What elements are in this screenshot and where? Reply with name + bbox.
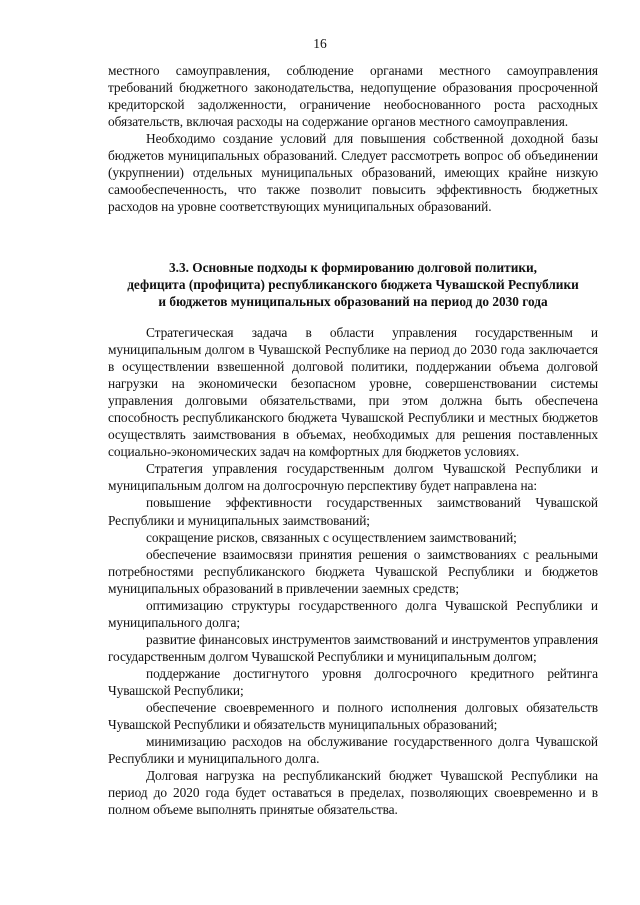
- list-item: обеспечение взаимосвязи принятия решения о заимствованиях с реальными потребностями республиканского бюджета Чувашской Республики и бюджетов муниципальных образований в привлечении заемных средств;: [108, 546, 598, 596]
- paragraph: Долговая нагрузка на республиканский бюджет Чувашской Республики на период до 2020 года будет оставаться в пределах, позволяющих своевременно и в полном объеме выполнять принятые обязательства.: [108, 768, 598, 818]
- main-text: [108, 324, 598, 818]
- section-heading: [108, 259, 598, 310]
- intro-text: [108, 62, 598, 215]
- section-heading-line: дефицита (профицита) республиканского бюджета Чувашской Республики: [127, 277, 579, 292]
- list-item: сокращение рисков, связанных с осуществлением заимствований;: [146, 529, 517, 545]
- list-item: повышение эффективности государственных заимствований Чувашской Республики и муниципальных заимствований;: [108, 495, 598, 528]
- list-item: оптимизацию структуры государственного долга Чувашской Республики и муниципального долга;: [108, 597, 598, 630]
- list-item: минимизацию расходов на обслуживание государственного долга Чувашской Республики и муниципального долга.: [108, 734, 598, 767]
- page-number: 16: [313, 36, 327, 51]
- section-heading-line: и бюджетов муниципальных образований на период до 2030 года: [158, 294, 548, 309]
- paragraph: Стратегическая задача в области управления государственным и муниципальным долгом в Чувашской Республике на период до 2030 года заключается в осуществлении взвешенной долговой политики, поддержании объема долговой нагрузки на экономически безопасном уровне, совершенствовании системы управления долговыми обязательствами, при этом должна быть обеспечена способность республиканского бюджета Чувашской Республики и местных бюджетов осуществлять заимствования в объемах, необходимых для решения поставленных социально-экономических задач на комфортных для бюджетов условиях.: [108, 325, 598, 460]
- section-heading-line: 3.3. Основные подходы к формированию долговой политики,: [168, 260, 538, 275]
- paragraph: Стратегия управления государственным долгом Чувашской Республики и муниципальным долгом на долгосрочную перспективу будет направлена на:: [108, 461, 598, 494]
- list-item: поддержание достигнутого уровня долгосрочного кредитного рейтинга Чувашской Республики;: [108, 665, 598, 698]
- paragraph: местного самоуправления, соблюдение органами местного самоуправления требований бюджетного законодательства, недопущение образования просроченной кредиторской задолженности, ограничение необоснованного роста расходных обязательств, включая расходы на содержание органов местного самоуправления.: [108, 63, 598, 130]
- paragraph: Необходимо создание условий для повышения собственной доходной базы бюджетов муниципальных образований. Следует рассмотреть вопрос об объединении (укрупнении) отдельных муниципальных образований, имеющих крайне низкую самообеспеченность, что также позволит повысить эффективность бюджетных расходов на уровне соответствующих муниципальных образований.: [108, 131, 598, 215]
- list-item: обеспечение своевременного и полного исполнения долговых обязательств Чувашской Республики и обязательств муниципальных образований;: [108, 700, 598, 733]
- list-item: развитие финансовых инструментов заимствований и инструментов управления государственным долгом Чувашской Республики и муниципальным долгом;: [108, 631, 598, 664]
